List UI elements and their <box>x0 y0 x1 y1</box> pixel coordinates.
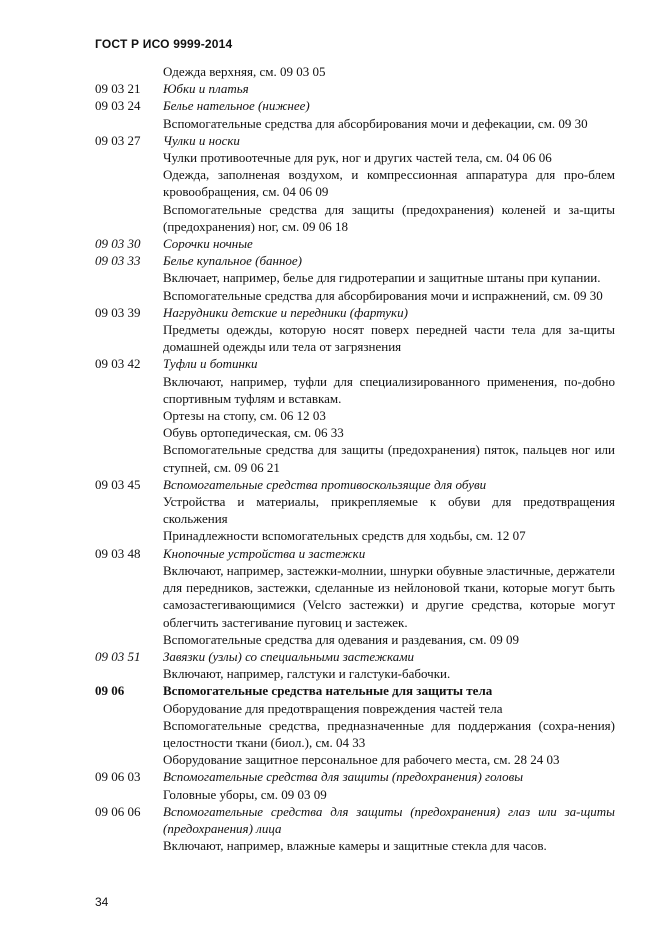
entry-text: Обувь ортопедическая, см. 06 33 <box>163 425 344 441</box>
classification-list <box>95 63 615 854</box>
entry-code: 09 03 27 <box>95 132 141 148</box>
entry-body <box>163 768 615 802</box>
entry-heading: Белье нательное (нижнее) <box>163 98 310 114</box>
entry-text: Включают, например, туфли для специализированного применения, по-добно спортивным туфлям и вставкам. <box>163 373 615 406</box>
entry-code: 09 06 06 <box>95 803 141 819</box>
entry-code: 09 06 03 <box>95 769 141 785</box>
entry-text: Включают, например, застежки-молнии, шнурки обувные эластичные, держатели для передников, застежки, сделанные из нейлоновой ткани, которые могут быть самозастегивающимися (Velcro застежки) и другие средства, которые могут облегчить застегивание пуговиц и застежек. <box>163 562 615 630</box>
entry-heading: Сорочки ночные <box>163 236 253 252</box>
entry-body <box>163 476 615 545</box>
entry-text: Оборудование защитное персональное для рабочего места, см. 28 24 03 <box>163 752 560 768</box>
entry-code: 09 03 30 <box>95 236 141 252</box>
entry-text: Ортезы на стопу, см. 06 12 03 <box>163 408 326 424</box>
entry-text: Вспомогательные средства для защиты (предохранения) коленей и за-щиты (предохранения) ног, см. 09 06 18 <box>163 201 615 234</box>
entry-code: 09 03 33 <box>95 253 141 269</box>
classification-entry <box>95 132 615 235</box>
entry-body <box>163 63 615 80</box>
classification-entry <box>95 476 615 545</box>
entry-body <box>163 252 615 304</box>
entry-text: Включает, например, белье для гидротерапии и защитные штаны при купании. <box>163 270 601 286</box>
classification-entry <box>95 252 615 304</box>
entry-code: 09 03 45 <box>95 476 141 492</box>
entry-body <box>163 355 615 475</box>
entry-heading: Кнопочные устройства и застежки <box>163 545 366 561</box>
entry-text: Одежда, заполненая воздухом, и компрессионная аппаратура для про-блем кровообращения, см. 04 06 09 <box>163 167 615 200</box>
entry-body <box>163 235 615 252</box>
entry-body <box>163 97 615 131</box>
entry-text: Вспомогательные средства для одевания и раздевания, см. 09 09 <box>163 631 520 647</box>
entry-body <box>163 803 615 855</box>
entry-code <box>95 63 163 80</box>
entry-text: Принадлежности вспомогательных средств для ходьбы, см. 12 07 <box>163 528 526 544</box>
entry-text: Вспомогательные средства для абсорбирования мочи и испражнений, см. 09 30 <box>163 287 603 303</box>
classification-entry <box>95 682 615 768</box>
classification-entry <box>95 648 615 682</box>
entry-code: 09 03 39 <box>95 304 141 320</box>
entry-text: Предметы одежды, которую носят поверх передней части тела для за-щиты домашней одежды или тела от загрязнения <box>163 322 615 355</box>
classification-entry <box>95 545 615 648</box>
entry-heading: Туфли и ботинки <box>163 356 258 372</box>
entry-heading: Завязки (узлы) со специальными застежками <box>163 648 415 664</box>
entry-code: 09 03 51 <box>95 648 141 664</box>
document-header: ГОСТ Р ИСО 9999-2014 <box>95 37 233 51</box>
entry-heading: Чулки и носки <box>163 132 240 148</box>
entry-heading: Вспомогательные средства для защиты (предохранения) глаз или за-щиты (предохранения) лица <box>163 803 615 836</box>
entry-code: 09 03 24 <box>95 98 141 114</box>
entry-heading: Белье купальное (банное) <box>163 253 302 269</box>
classification-entry <box>95 768 615 802</box>
classification-entry <box>95 80 615 97</box>
entry-body <box>163 304 615 356</box>
entry-heading: Вспомогательные средства нательные для защиты тела <box>163 683 493 699</box>
entry-text: Вспомогательные средства для абсорбирования мочи и дефекации, см. 09 30 <box>163 115 588 131</box>
classification-entry <box>95 304 615 356</box>
classification-entry <box>95 355 615 475</box>
classification-entry <box>95 63 615 80</box>
entry-code: 09 06 <box>95 683 125 699</box>
entry-body <box>163 545 615 648</box>
entry-code: 09 03 21 <box>95 81 141 97</box>
entry-text: Включают, например, влажные камеры и защитные стекла для часов. <box>163 838 547 854</box>
entry-heading: Вспомогательные средства для защиты (предохранения) головы <box>163 769 524 785</box>
entry-code: 09 03 48 <box>95 545 141 561</box>
entry-heading: Вспомогательные средства противоскользящие для обуви <box>163 476 487 492</box>
entry-text: Головные уборы, см. 09 03 09 <box>163 786 327 802</box>
classification-entry <box>95 803 615 855</box>
entry-body <box>163 682 615 768</box>
entry-text: Одежда верхняя, см. 09 03 05 <box>163 64 326 79</box>
entry-text: Включают, например, галстуки и галстуки-бабочки. <box>163 666 451 682</box>
entry-code: 09 03 42 <box>95 356 141 372</box>
entry-text: Оборудование для предотвращения повреждения частей тела <box>163 700 503 716</box>
classification-entry <box>95 235 615 252</box>
entry-text: Устройства и материалы, прикрепляемые к обуви для предотвращения скольжения <box>163 494 615 527</box>
entry-text: Чулки противоотечные для рук, ног и других частей тела, см. 04 06 06 <box>163 150 552 166</box>
entry-heading: Юбки и платья <box>163 81 249 97</box>
entry-text: Вспомогательные средства, предназначенные для поддержания (сохра-нения) целостности ткани (биол.), см. 04 33 <box>163 717 615 750</box>
page-number: 34 <box>95 895 109 909</box>
entry-body <box>163 648 615 682</box>
entry-text: Вспомогательные средства для защиты (предохранения) пяток, пальцев ног или ступней, см. 09 06 21 <box>163 442 615 475</box>
entry-heading: Нагрудники детские и передники (фартуки) <box>163 304 408 320</box>
entry-body <box>163 80 615 97</box>
entry-body <box>163 132 615 235</box>
classification-entry <box>95 97 615 131</box>
